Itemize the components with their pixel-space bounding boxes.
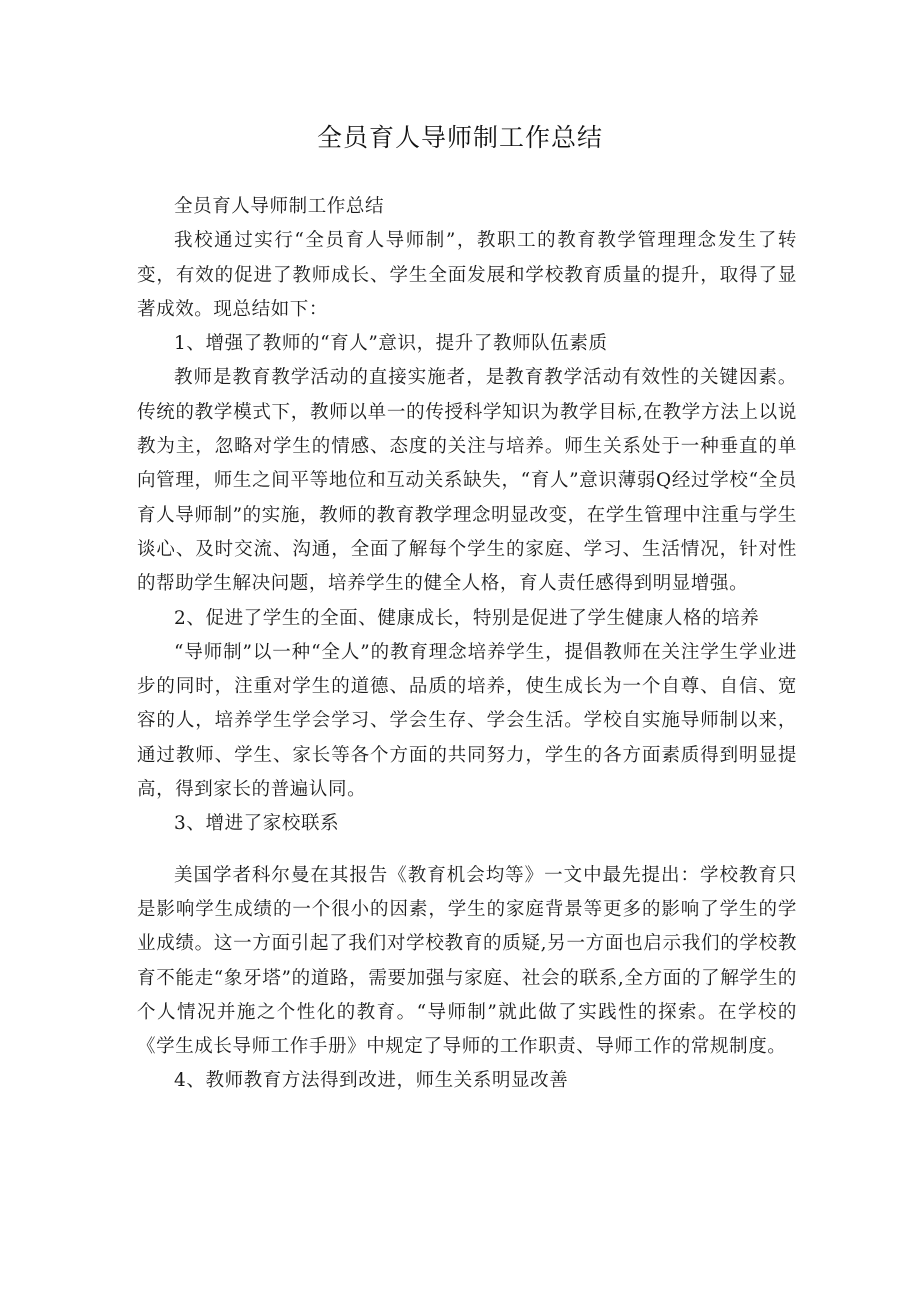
section-heading-4: 4、教师教育方法得到改进，师生关系明显改善	[174, 1070, 569, 1092]
document-title: 全员育人导师制工作总结	[316, 123, 603, 152]
section-3-paragraph: 美国学者科尔曼在其报告《教育机会均等》一文中最先提出：学校教育只是影响学生成绩的一个很小的因素，学生的家庭背景等更多的影响了学生的学业成绩。这一方面引起了我们对学校教育的质疑,另一方面也启示我们的学校教育不能走“象牙塔”的道路，需要加强与家庭、社会的联系,全方面的了解学生的个人情况并施之个性化的教育。“导师制”就此做了实践性的探索。在学校的《学生成长导师工作手册》中规定了导师的工作职责、导师工作的常规制度。	[137, 864, 797, 1058]
subtitle-paragraph: 全员育人导师制工作总结	[174, 196, 385, 217]
section-2-paragraph: “导师制”以一种“全人”的教育理念培养学生，提倡教师在关注学生学业进步的同时，注重对学生的道德、品质的培养，使生成长为一个自尊、自信、宽容的人，培养学生学会学习、学会生存、学会生活。学校自实施导师制以来，通过教师、学生、家长等各个方面的共同努力，学生的各方面素质得到明显提高，得到家长的普遍认同。	[137, 641, 797, 801]
section-heading-2: 2、促进了学生的全面、健康成长，特别是促进了学生健康人格的培养	[174, 607, 760, 629]
intro-paragraph: 我校通过实行“全员育人导师制”，教职工的教育教学管理理念发生了转变，有效的促进了教师成长、学生全面发展和学校教育质量的提升，取得了显著成效。现总结如下：	[137, 230, 797, 320]
section-heading-3: 3、增进了家校联系	[174, 813, 340, 835]
section-heading-1: 1、增强了教师的“育人”意识，提升了教师队伍素质	[174, 333, 608, 355]
section-1-paragraph: 教师是教育教学活动的直接实施者，是教育教学活动有效性的关键因素。传统的教学模式下，教师以单一的传授科学知识为教学目标,在教学方法上以说教为主，忽略对学生的情感、态度的关注与培养。师生关系处于一种垂直的单向管理，师生之间平等地位和互动关系缺失，“育人”意识薄弱Q经过学校“全员育人导师制”的实施，教师的教育教学理念明显改变，在学生管理中注重与学生谈心、及时交流、沟通，全面了解每个学生的家庭、学习、生活情况，针对性的帮助学生解决问题，培养学生的健全人格，育人责任感得到明显增强。	[137, 367, 797, 595]
document-body	[137, 190, 797, 1099]
